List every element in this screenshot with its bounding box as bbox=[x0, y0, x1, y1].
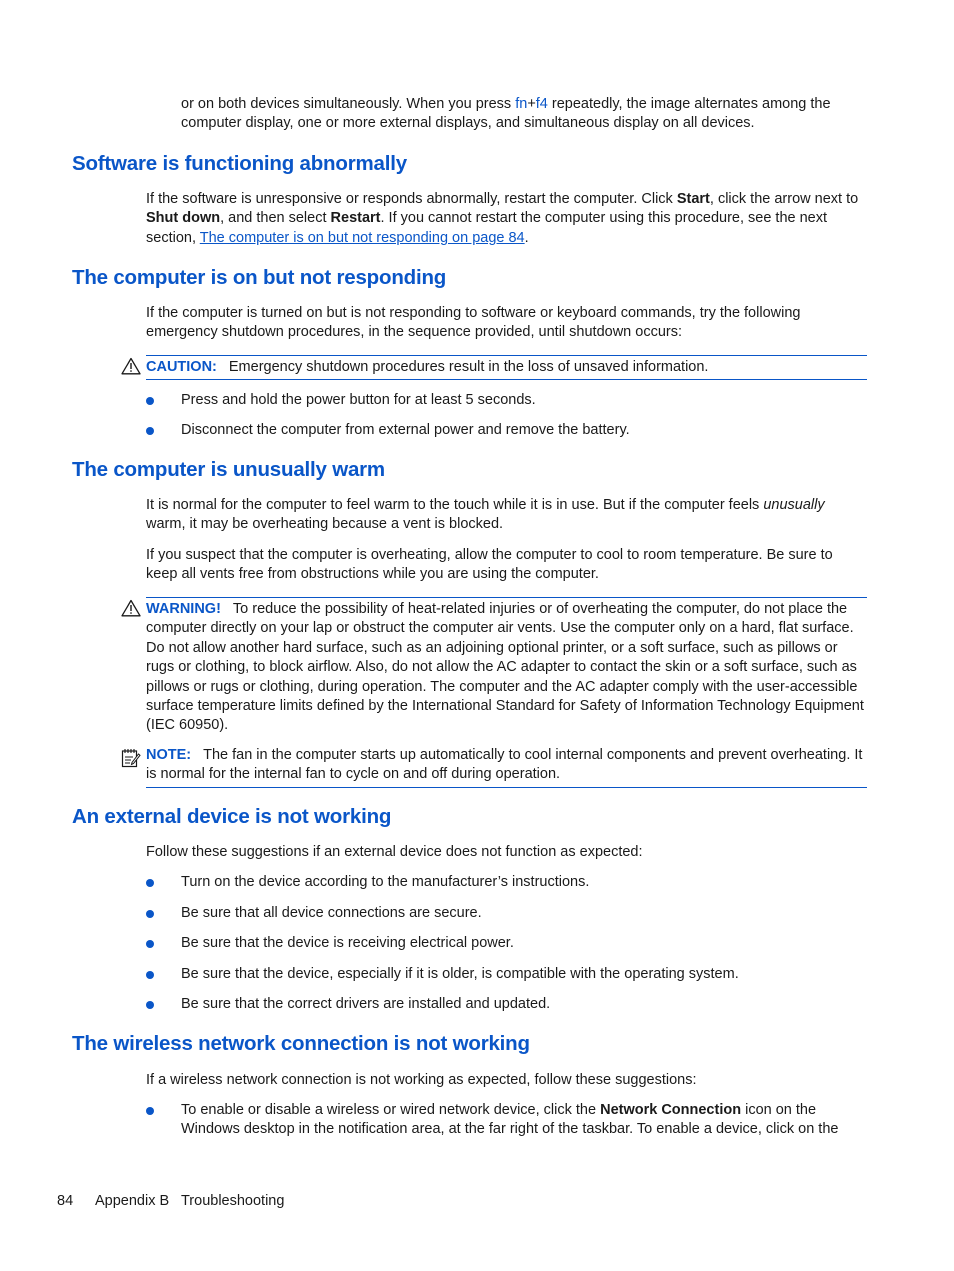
intro-text-pre: or on both devices simultaneously. When you press bbox=[181, 96, 516, 112]
software-text-4: . If you cannot restart the computer using this procedure, see the next section, bbox=[146, 210, 828, 246]
external-paragraph: Follow these suggestions if an external device does not function as expected: bbox=[146, 844, 643, 860]
footer-section-title: Appendix B Troubleshooting bbox=[95, 1193, 285, 1209]
not-responding-paragraph: If the computer is turned on but is not responding to software or keyboard commands, try the following emergency shutdown procedures, in the sequence provided, until shutdown occurs: bbox=[146, 305, 801, 341]
list-item-text: Be sure that the device is receiving electrical power. bbox=[181, 935, 514, 951]
warm-paragraph-2: If you suspect that the computer is overheating, allow the computer to cool to room temperature. Be sure to keep all vents free from obstructions while you are using the computer. bbox=[146, 547, 833, 583]
bullet-icon bbox=[146, 1001, 154, 1009]
unusually-emphasis: unusually bbox=[763, 497, 825, 513]
list-item-text: Turn on the device according to the manufacturer’s instructions. bbox=[181, 874, 590, 890]
caution-text: Emergency shutdown procedures result in the loss of unsaved information. bbox=[228, 359, 709, 375]
warning-triangle-icon bbox=[121, 357, 141, 380]
list-item-text: Disconnect the computer from external power and remove the battery. bbox=[181, 422, 630, 438]
bullet-icon bbox=[146, 427, 154, 435]
bullet-icon bbox=[146, 940, 154, 948]
warning-triangle-icon bbox=[121, 599, 141, 622]
bullet-icon bbox=[146, 971, 154, 979]
bullet-icon bbox=[146, 1107, 154, 1115]
network-connection-label: Network Connection bbox=[600, 1102, 742, 1118]
note-pad-icon bbox=[121, 748, 141, 773]
intro-text-post: repeatedly, the image alternates among the computer display, one or more external displays, and simultaneous display on all devices. bbox=[181, 96, 831, 132]
bullet-icon bbox=[146, 397, 154, 405]
restart-label: Restart bbox=[330, 210, 381, 227]
warm-text-post: warm, it may be overheating because a vent is blocked. bbox=[146, 516, 504, 533]
shut-down-label: Shut down bbox=[146, 210, 221, 227]
software-text-2: , click the arrow next to bbox=[709, 191, 859, 207]
software-paragraph bbox=[146, 190, 868, 248]
bullet-icon bbox=[146, 910, 154, 918]
caution-notice bbox=[146, 358, 868, 377]
heading-not-responding: The computer is on but not responding bbox=[72, 266, 447, 289]
caution-label: CAUTION: bbox=[146, 359, 217, 375]
list-item-text bbox=[181, 1101, 868, 1140]
software-text-3: , and then select bbox=[220, 210, 331, 227]
start-label: Start bbox=[676, 191, 710, 207]
list-item-text: Be sure that the correct drivers are installed and updated. bbox=[181, 996, 551, 1012]
list-item-text: Be sure that the device, especially if it is older, is compatible with the operating system. bbox=[181, 966, 739, 982]
wireless-bullet-pre: To enable or disable a wireless or wired network device, click the bbox=[181, 1102, 601, 1118]
warning-notice bbox=[146, 600, 868, 736]
warning-rule-top bbox=[146, 597, 867, 598]
page-number: 84 bbox=[57, 1193, 74, 1209]
key-fn: fn bbox=[515, 96, 528, 112]
note-text: The fan in the computer starts up automatically to cool internal components and prevent overheating. It is normal for the internal fan to cycle on and off during operation. bbox=[146, 747, 863, 783]
note-rule-bottom bbox=[146, 787, 867, 788]
heading-unusually-warm: The computer is unusually warm bbox=[72, 458, 385, 481]
wireless-bullet-post: icon on the Windows desktop in the notification area, at the far right of the taskbar. To enable a device, click on the bbox=[181, 1102, 839, 1138]
software-text-5: . bbox=[524, 229, 529, 246]
intro-paragraph bbox=[181, 95, 868, 134]
warning-text: To reduce the possibility of heat-related injuries or of overheating the computer, do not place the computer directly on your lap or obstruct the computer air vents. Use the computer only on a hard, flat surface. Do not allow another hard surface, such as an adjoining optional printer, or a soft surface, such as pillows or rugs or clothing, to block airflow. Also, do not allow the AC adapter to contact the skin or a soft surface, such as pillows or rugs or clothing, during operation. The computer and the AC adapter comply with the user-accessible surface temperature limits defined by the International Standard for Safety of Information Technology Equipment (IEC 60950). bbox=[146, 601, 864, 734]
key-f4: f4 bbox=[535, 96, 548, 112]
cross-reference-link[interactable]: The computer is on but not responding on page 84 bbox=[199, 229, 525, 246]
note-notice bbox=[146, 746, 868, 785]
list-item-text: Press and hold the power button for at least 5 seconds. bbox=[181, 392, 536, 408]
warm-paragraph-1 bbox=[146, 496, 868, 535]
key-plus: + bbox=[527, 96, 536, 112]
caution-rule-top bbox=[146, 355, 867, 356]
heading-external-device: An external device is not working bbox=[72, 805, 392, 828]
warm-text-pre: It is normal for the computer to feel warm to the touch while it is in use. But if the computer feels bbox=[146, 497, 764, 513]
heading-wireless-network: The wireless network connection is not working bbox=[72, 1032, 530, 1055]
heading-software-abnormal: Software is functioning abnormally bbox=[72, 152, 407, 175]
list-item-text: Be sure that all device connections are secure. bbox=[181, 905, 482, 921]
warning-label: WARNING! bbox=[146, 601, 221, 617]
wireless-paragraph: If a wireless network connection is not working as expected, follow these suggestions: bbox=[146, 1072, 697, 1088]
caution-rule-bottom bbox=[146, 379, 867, 380]
note-label: NOTE: bbox=[146, 747, 192, 763]
software-text-1: If the software is unresponsive or responds abnormally, restart the computer. Click bbox=[146, 191, 677, 207]
bullet-icon bbox=[146, 879, 154, 887]
